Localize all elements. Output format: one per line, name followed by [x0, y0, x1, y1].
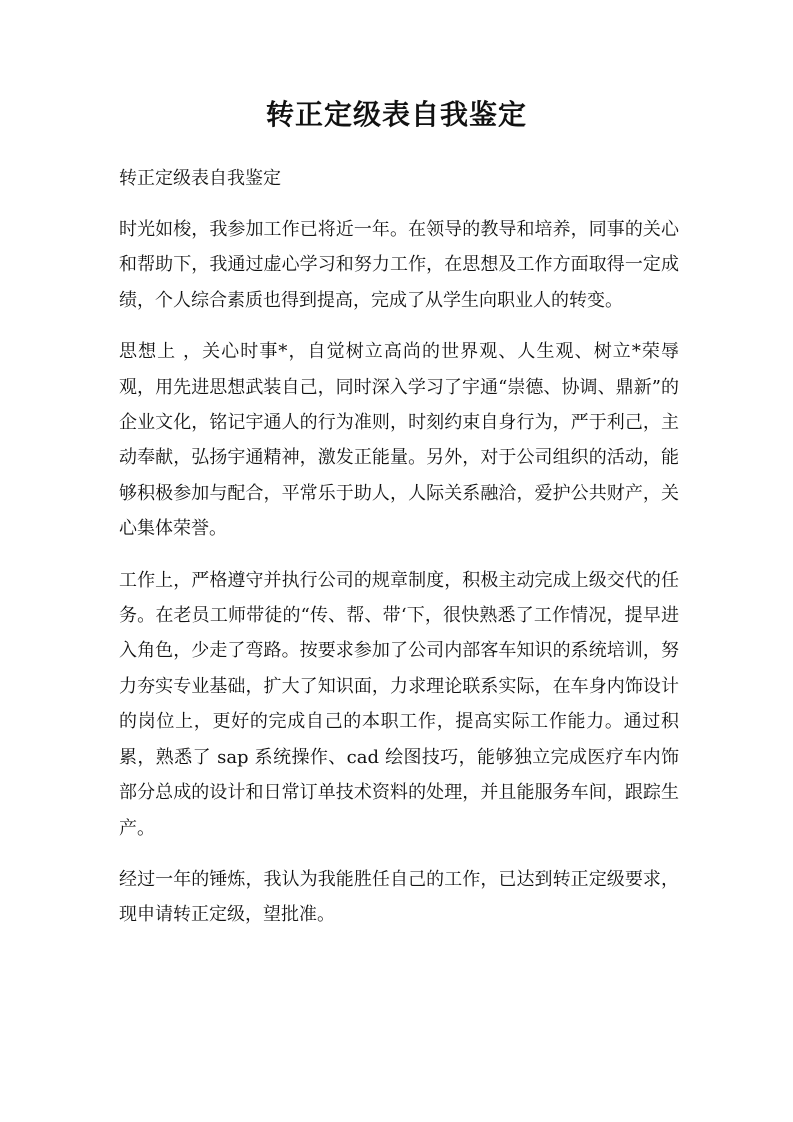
document-title: 转正定级表自我鉴定 [265, 98, 527, 131]
document-subtitle: 转正定级表自我鉴定 [119, 168, 281, 189]
document-body [119, 162, 679, 933]
paragraph-ideology: 思想上 ，关心时事*，自觉树立高尚的世界观、人生观、树立*荣辱观，用先进思想武装自己，同时深入学习了宇通“崇德、协调、鼎新”的企业文化，铭记宇通人的行为准则，时刻约束自身行为，严于利己，主动奉献，弘扬宇通精神，激发正能量。另外，对于公司组织的活动，能够积极参加与配合，平常乐于助人，人际关系融洽，爱护公共财产，关心集体荣誉。 [119, 341, 679, 540]
paragraph-conclusion: 经过一年的锤炼，我认为我能胜任自己的工作，已达到转正定级要求，现申请转正定级，望批准。 [119, 868, 679, 926]
paragraph-intro: 时光如梭，我参加工作已将近一年。在领导的教导和培养，同事的关心和帮助下，我通过虚心学习和努力工作，在思想及工作方面取得一定成绩，个人综合素质也得到提高，完成了从学生向职业人的转变。 [119, 219, 679, 311]
paragraph-work: 工作上，严格遵守并执行公司的规章制度，积极主动完成上级交代的任务。在老员工师带徒的“传、帮、带‘下，很快熟悉了工作情况，提早进入角色，少走了弯路。按要求参加了公司内部客车知识的系统培训，努力夯实专业基础，扩大了知识面，力求理论联系实际，在车身内饰设计的岗位上，更好的完成自己的本职工作，提高实际工作能力。通过积累，熟悉了 sap 系统操作、cad 绘图技巧，能够独立完成医疗车内饰部分总成的设计和日常订单技术资料的处理，并且能服务车间，跟踪生产。 [119, 569, 679, 839]
